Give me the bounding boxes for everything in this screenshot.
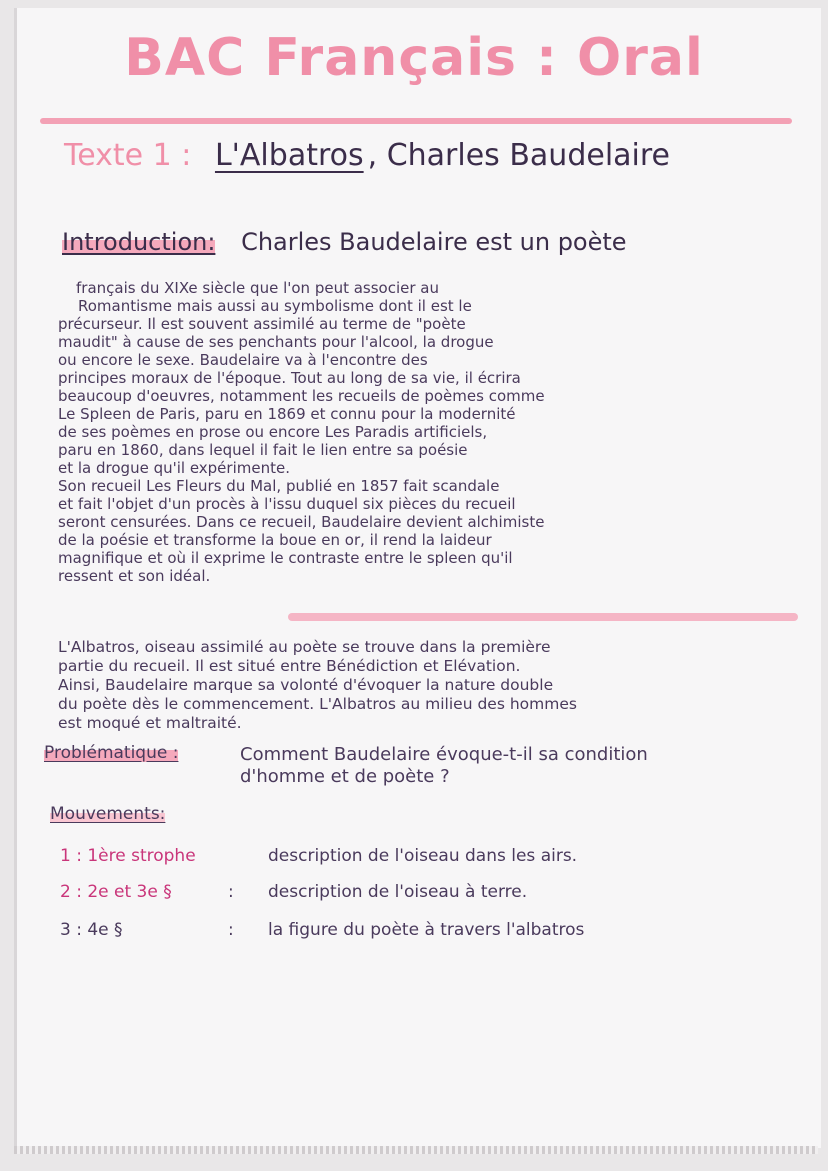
mouvement-number: 1 : 1ère strophe bbox=[60, 846, 196, 866]
mouvement-item bbox=[60, 882, 528, 902]
introduction-heading bbox=[62, 228, 627, 256]
albatros-line: Ainsi, Baudelaire marque sa volonté d'évoquer la nature double bbox=[58, 676, 554, 694]
intro-line: et fait l'objet d'un procès à l'issu duquel six pièces du recueil bbox=[58, 495, 516, 513]
albatros-paragraph bbox=[58, 638, 577, 733]
mouvement-separator: : bbox=[228, 882, 234, 902]
problematique-label: Problématique : bbox=[44, 743, 179, 763]
mouvements-label: Mouvements: bbox=[50, 804, 166, 824]
title-underline bbox=[40, 118, 792, 124]
mouvement-item bbox=[60, 920, 585, 940]
intro-line: précurseur. Il est souvent assimilé au terme de "poète bbox=[58, 315, 466, 333]
intro-line: Romantisme mais aussi au symbolisme dont il est le bbox=[78, 297, 472, 315]
albatros-line: du poète dès le commencement. L'Albatros au milieu des hommes bbox=[58, 695, 577, 713]
introduction-label: Introduction: bbox=[62, 228, 216, 256]
mouvement-separator: : bbox=[228, 920, 234, 940]
intro-line: de ses poèmes en prose ou encore Les Paradis artificiels, bbox=[58, 423, 488, 441]
albatros-line: partie du recueil. Il est situé entre Bénédiction et Elévation. bbox=[58, 657, 521, 675]
problematique-block bbox=[44, 742, 648, 787]
texte-author: , Charles Baudelaire bbox=[367, 138, 670, 173]
albatros-line: L'Albatros, oiseau assimilé au poète se trouve dans la première bbox=[58, 638, 551, 656]
intro-line: et la drogue qu'il expérimente. bbox=[58, 459, 290, 477]
intro-line: ressent et son idéal. bbox=[58, 567, 211, 585]
page-perforation bbox=[14, 1146, 818, 1154]
intro-line: de la poésie et transforme la boue en or, il rend la laideur bbox=[58, 531, 492, 549]
albatros-line: est moqué et maltraité. bbox=[58, 714, 242, 732]
page-title: BAC Français : Oral bbox=[124, 28, 704, 88]
introduction-lead: Charles Baudelaire est un poète bbox=[241, 228, 627, 256]
intro-line: français du XIXe siècle que l'on peut associer au bbox=[76, 279, 440, 297]
mouvement-item bbox=[60, 846, 578, 866]
problematique-text: Comment Baudelaire évoque-t-il sa condition d'homme et de poète ? bbox=[240, 744, 648, 787]
intro-line: seront censurées. Dans ce recueil, Baudelaire devient alchimiste bbox=[58, 513, 545, 531]
mouvement-number: 3 : 4e § bbox=[60, 920, 123, 940]
section-divider bbox=[288, 613, 798, 621]
intro-line: ou encore le sexe. Baudelaire va à l'encontre des bbox=[58, 351, 428, 369]
mouvement-number: 2 : 2e et 3e § bbox=[60, 882, 172, 902]
mouvement-description: description de l'oiseau dans les airs. bbox=[268, 846, 578, 866]
intro-line: magnifique et où il exprime le contraste entre le spleen qu'il bbox=[58, 549, 513, 567]
texte-name: L'Albatros bbox=[214, 138, 364, 173]
mouvement-description: description de l'oiseau à terre. bbox=[268, 882, 528, 902]
mouvement-description: la figure du poète à travers l'albatros bbox=[268, 920, 585, 940]
intro-line: beaucoup d'oeuvres, notamment les recueils de poèmes comme bbox=[58, 387, 545, 405]
intro-line: Son recueil Les Fleurs du Mal, publié en 1857 fait scandale bbox=[58, 477, 500, 495]
introduction-paragraph bbox=[58, 279, 545, 585]
text-heading bbox=[64, 138, 804, 173]
texte-label: Texte 1 : bbox=[64, 138, 192, 173]
intro-line: principes moraux de l'époque. Tout au long de sa vie, il écrira bbox=[58, 369, 521, 387]
intro-line: maudit" à cause de ses penchants pour l'alcool, la drogue bbox=[58, 333, 494, 351]
intro-line: Le Spleen de Paris, paru en 1869 et connu pour la modernité bbox=[58, 405, 516, 423]
intro-line: paru en 1860, dans lequel il fait le lien entre sa poésie bbox=[58, 441, 468, 459]
